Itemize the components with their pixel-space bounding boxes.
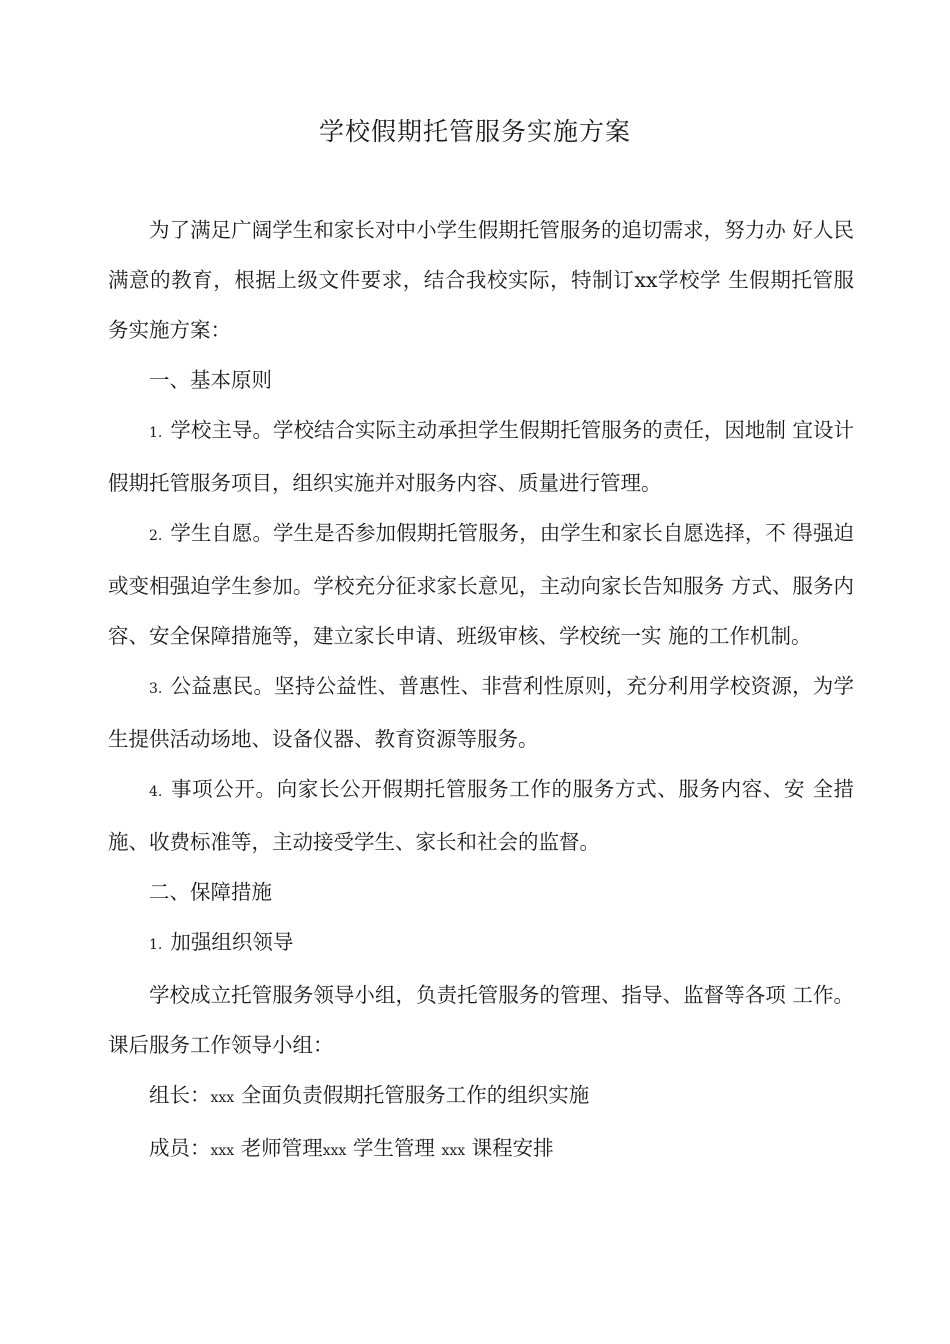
list-number: 3. bbox=[149, 681, 163, 697]
member-role: 课程安排 bbox=[465, 1136, 554, 1160]
member-name: xxx bbox=[441, 1143, 466, 1159]
leader-label: 组长： bbox=[149, 1083, 211, 1107]
list-number: 1. bbox=[149, 937, 163, 953]
members-line bbox=[108, 1123, 854, 1176]
member-name: xxx bbox=[322, 1143, 347, 1159]
principle-text: 学校主导。学校结合实际主动承担学生假期托管服务的责任，因地制 宜设计假期托管服务项目，组织实施并对服务内容、质量进行管理。 bbox=[108, 418, 854, 495]
leader-line bbox=[108, 1070, 854, 1123]
principle-text: 公益惠民。坚持公益性、普惠性、非营利性原则，充分利用学校资源，为学生提供活动场地、设备仪器、教育资源等服务。 bbox=[108, 674, 854, 751]
document-body bbox=[108, 205, 854, 1176]
measure-item bbox=[108, 917, 854, 970]
list-number: 4. bbox=[149, 784, 163, 800]
member-role: 老师管理 bbox=[234, 1136, 323, 1160]
principle-text: 事项公开。向家长公开假期托管服务工作的服务方式、服务内容、安 全措施、收费标准等，主动接受学生、家长和社会的监督。 bbox=[108, 777, 854, 854]
document-title: 学校假期托管服务实施方案 bbox=[318, 117, 631, 146]
section-heading-principles: 一、基本原则 bbox=[149, 368, 272, 392]
principle-item bbox=[108, 661, 854, 764]
principle-text: 学生自愿。学生是否参加假期托管服务，由学生和家长自愿选择，不 得强迫或变相强迫学生参加。学校充分征求家长意见，主动向家长告知服务 方式、服务内容、安全保障措施等，建立家长申请、班级审核、学校统一实 施的工作机制。 bbox=[108, 521, 854, 648]
principle-item bbox=[108, 508, 854, 661]
section-heading-measures: 二、保障措施 bbox=[149, 880, 272, 904]
principle-item bbox=[108, 405, 854, 508]
members-label: 成员： bbox=[149, 1136, 211, 1160]
principle-item bbox=[108, 764, 854, 867]
member-name: xxx bbox=[210, 1143, 235, 1159]
leader-duty: 全面负责假期托管服务工作的组织实施 bbox=[234, 1083, 590, 1107]
measure-text: 加强组织领导 bbox=[170, 930, 294, 954]
leader-name: xxx bbox=[210, 1090, 235, 1106]
measure-body-paragraph: 学校成立托管服务领导小组，负责托管服务的管理、指导、监督等各项 工作。课后服务工作领导小组： bbox=[108, 983, 854, 1057]
list-number: 2. bbox=[149, 528, 163, 544]
member-role: 学生管理 bbox=[346, 1136, 442, 1160]
list-number: 1. bbox=[149, 425, 163, 441]
intro-paragraph: 为了满足广阔学生和家长对中小学生假期托管服务的追切需求，努力办 好人民满意的教育，根据上级文件要求，结合我校实际，特制订xx学校学 生假期托管服务实施方案： bbox=[108, 218, 854, 342]
